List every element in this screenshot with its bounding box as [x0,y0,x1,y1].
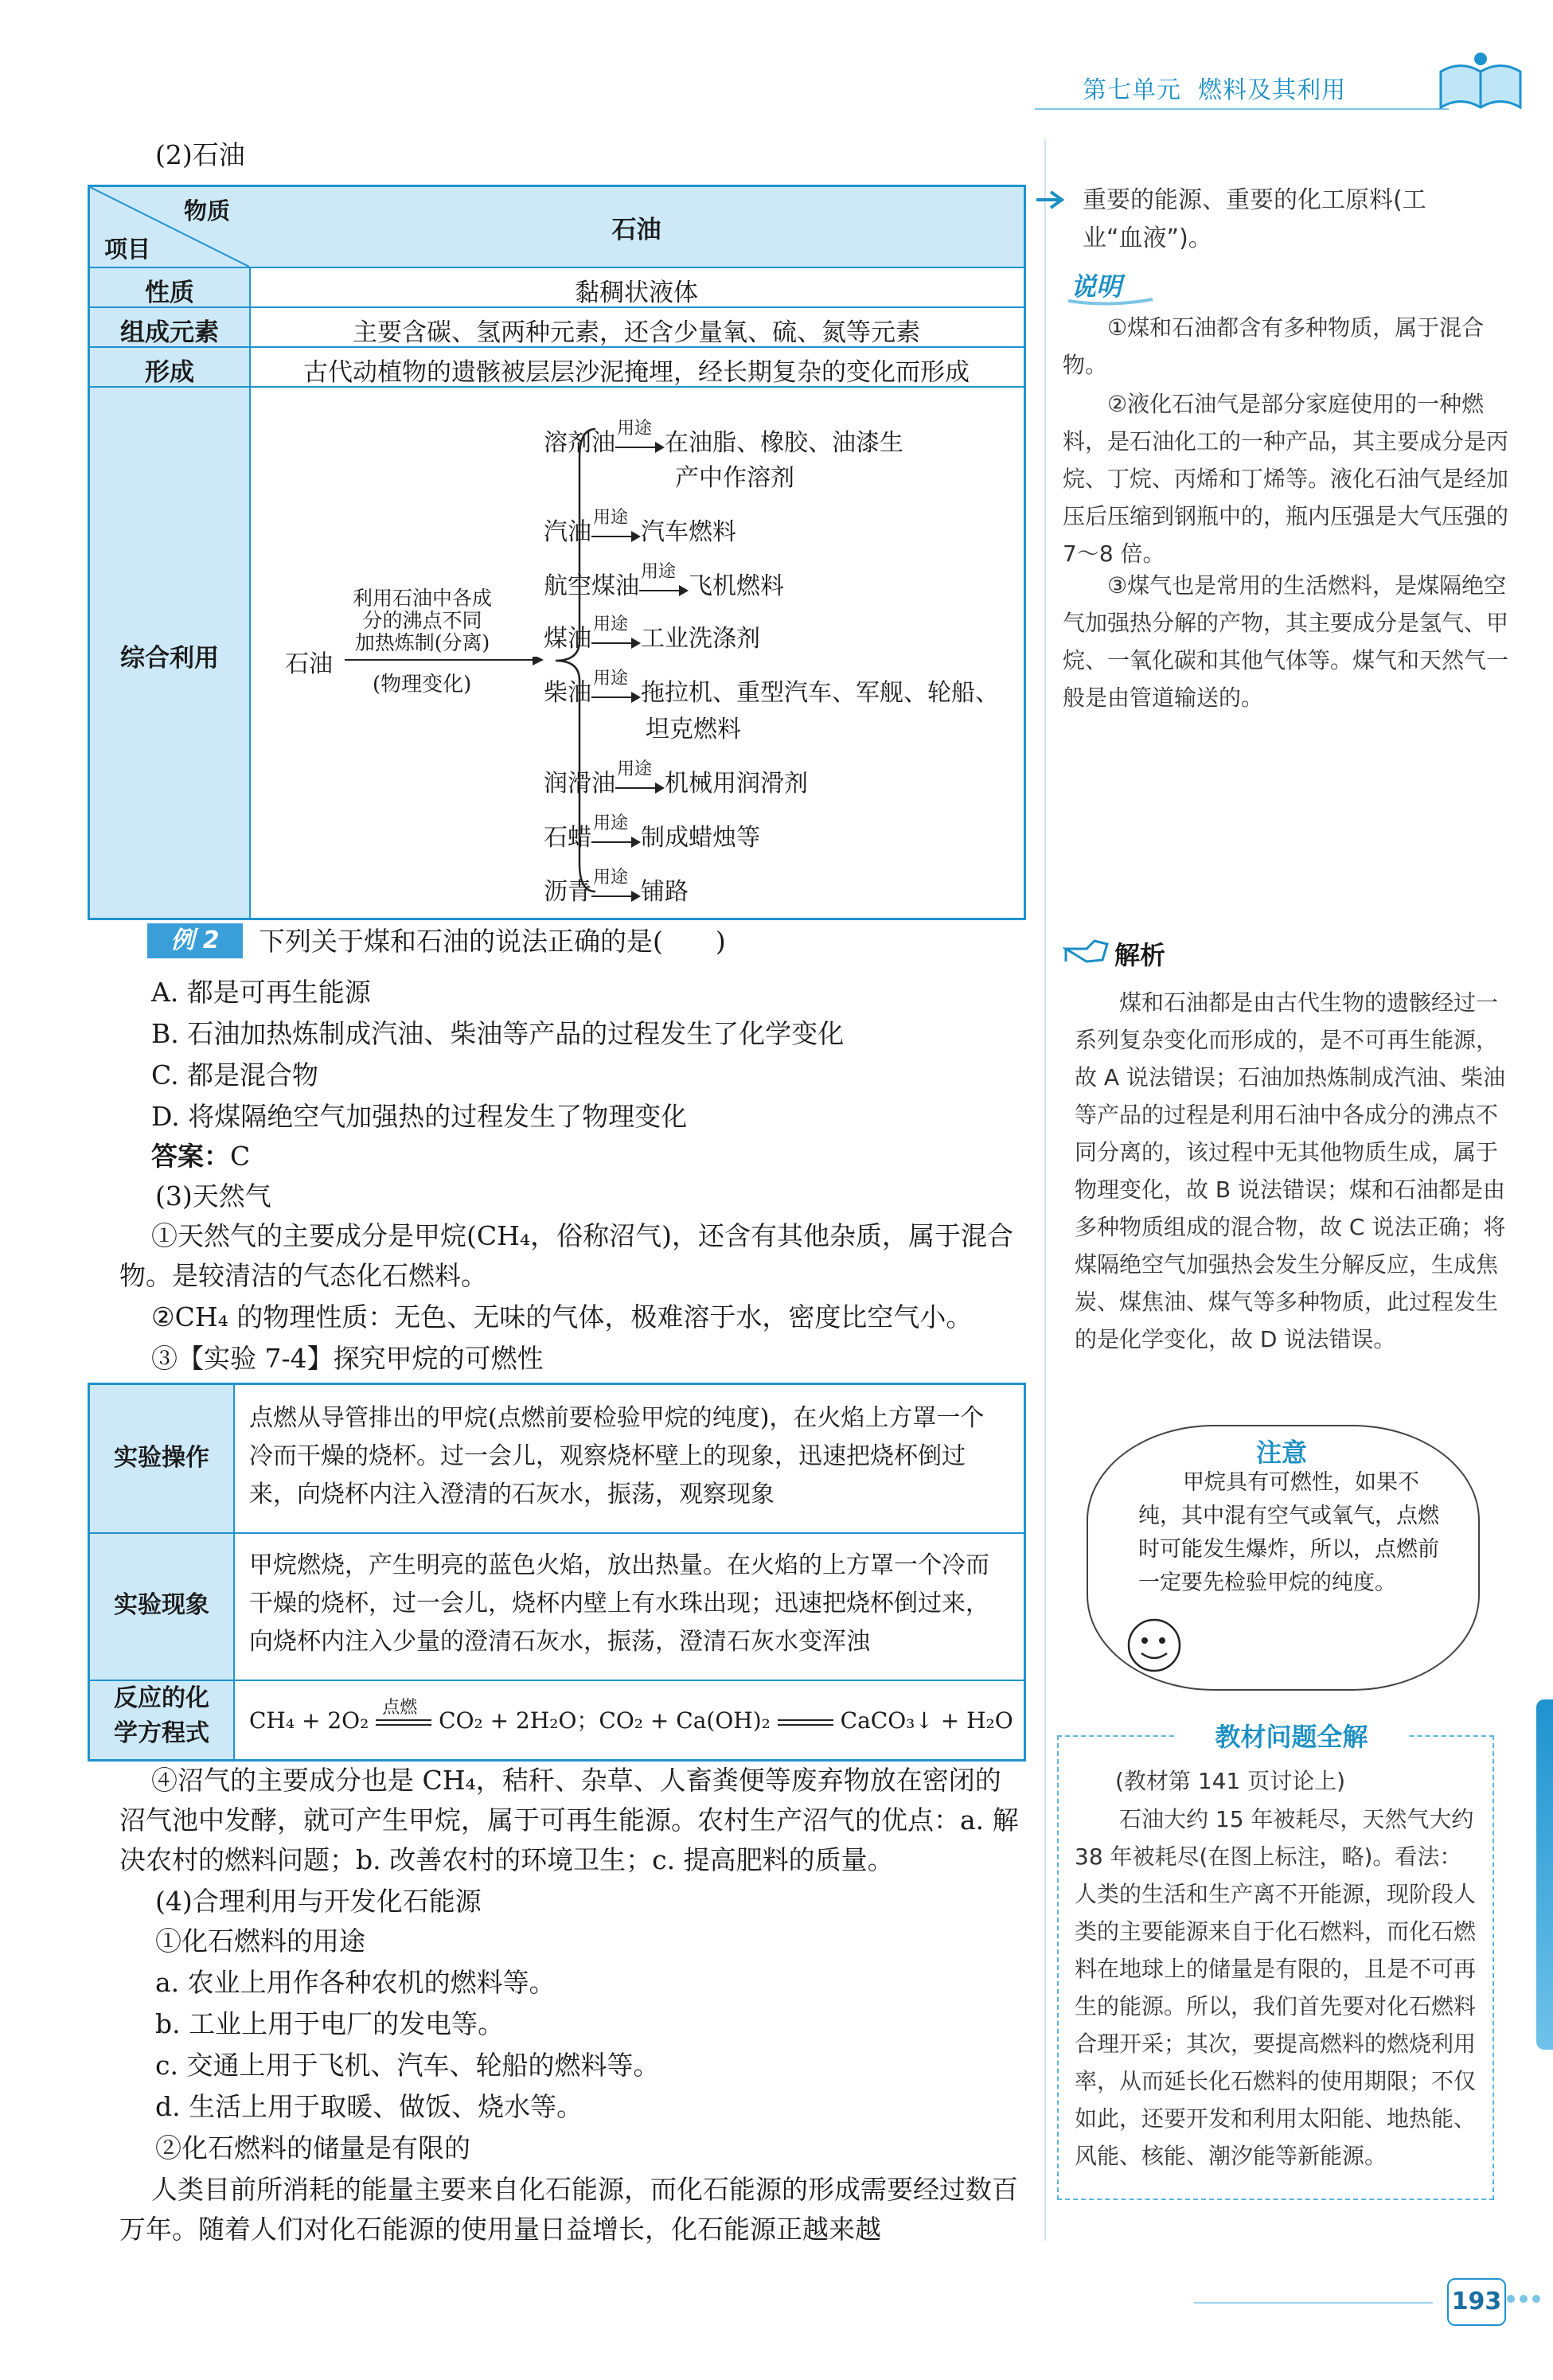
use-arrow: 用途 [639,575,689,599]
note-item: ①煤和石油都含有多种物质，属于混合物。 [1063,314,1485,378]
product-item: 柴油 用途 拖拉机、重型汽车、军舰、轮船、 [544,669,999,707]
row-label: 形成 [145,358,194,387]
product-item: 沥青 用途 铺路 [544,868,689,906]
petroleum-table [88,185,1026,920]
row-label: 综合利用 [120,644,219,673]
use-item: a. 农业上用作各种农机的燃料等。 [155,1967,556,1998]
final-paragraph: 人类目前所消耗的能量主要来自化石能源，而化石能源的形成需要经过数百万年。随着人们对化石能源的使用量日益增长，化石能源正越来越 [119,2174,1018,2245]
note-item: ②液化石油气是部分家庭使用的一种燃料，是石油化工的一种产品，其主要成分是丙烷、丁烷、丙烯和丁烯等。液化石油气是经加压后压缩到钢瓶中的，瓶内压强是大气压强的 7～8 倍。 [1063,391,1509,567]
product-item: 煤油 用途 工业洗涤剂 [544,615,760,653]
process-note: (物理变化) [373,673,472,696]
book-icon [1433,48,1528,119]
gas-paragraph-3: ③【实验 7-4】探究甲烷的可燃性 [151,1343,544,1374]
row-label: 实验操作 [114,1444,209,1472]
gas-paragraph-2: ②CH₄ 的物理性质：无色、无味的气体，极难溶于水，密度比空气小。 [151,1301,973,1332]
equals-sign [778,1715,833,1730]
continued-text: 重要的能源、重要的化工原料(工业“血液”)。 [1083,186,1426,252]
section-use: (4)合理利用与开发化石能源 [155,1886,482,1917]
row-label: 实验现象 [114,1591,209,1619]
product-item: 溶剂油 用途 在油脂、橡胶、油漆生 [544,419,903,457]
continue-arrow-icon [1035,188,1075,212]
corner-bottom-label: 项目 [104,236,151,263]
gas-paragraph-4: ④沼气的主要成分也是 CH₄，秸秆、杂草、人畜粪便等废弃物放在密闭的沼气池中发酵，就可产生甲烷，属于可再生能源。农村生产沼气的优点：a. 解决农村的燃料问题；b. 改善农村的环境卫生；c. 提高肥料的质量。 [119,1765,1019,1875]
textbook-reference: (教材第 141 页讨论上) [1115,1768,1346,1794]
chemical-equation: CH₄ + 2O₂ 点燃 CO₂ + 2H₂O；CO₂ + Ca(OH)₂ CaCO₃↓ + H₂O [249,1697,1013,1734]
option-c: C. 都是混合物 [151,1059,319,1091]
note-underline [1067,296,1154,306]
row-value: 黏稠状液体 [575,279,698,307]
tree-root: 石油 [285,650,333,678]
use-item: d. 生活上用于取暖、做饭、烧水等。 [155,2091,583,2122]
product-use-cont: 产中作溶剂 [675,464,794,492]
table-row [90,1385,1024,1534]
table-row [90,306,1024,348]
option-a: A. 都是可再生能源 [151,977,371,1008]
experiment-table [88,1383,1026,1762]
use-arrow: 用途 [591,827,641,851]
product-item: 航空煤油 用途 飞机燃料 [544,562,784,600]
textbook-answer-text: 石油大约 15 年被耗尽，天然气大约 38 年被耗尽(在图上标注，略)。看法：人类的生活和生产离不开能源，现阶段人类的主要能源来自于化石燃料，而化石燃料在地球上的储量是有限的，且是不可再生的能源。所以，我们首先要对化石燃料合理开采；其次，要提高燃料的燃烧利用率，从而延长化石燃料的使用期限；不仅如此，还要开发和利用太阳能、地热能、风能、核能、潮汐能等新能源。 [1075,1806,1477,2169]
product-item: 石蜡 用途 制成蜡烛等 [544,813,760,852]
process-label: 利用石油中各成 分的沸点不同 加热炼制(分离) [353,587,493,654]
note-item: ③煤气也是常用的生活燃料，是煤隔绝空气加强热分解的产物，其主要成分是氢气、甲烷、一氧化碳和其他气体等。煤气和天然气一般是由管道输送的。 [1063,572,1509,711]
column-header: 石油 [611,216,661,244]
analysis-title: 解析 [1114,940,1166,970]
section-petroleum: (2)石油 [155,139,245,170]
example-badge: 例 2 [147,923,243,958]
use-arrow: 用途 [591,881,641,905]
pointing-hand-icon [1063,930,1110,970]
example-question: 下列关于煤和石油的说法正确的是( ) [259,926,726,957]
product-use-cont: 坦克燃料 [646,716,741,743]
row-value: 古代动植物的遗骸被层层沙泥掩埋，经长期复杂的变化而形成 [303,358,970,387]
use-arrow: 用途 [591,682,641,706]
note-tag: 说明 [1071,271,1122,302]
use-item: ②化石燃料的储量是有限的 [155,2132,470,2163]
textbook-answer-title: 教材问题全解 [1174,1719,1409,1754]
use-arrow: 用途 [615,773,665,797]
use-arrow: 用途 [591,521,641,545]
smiley-face-icon [1122,1612,1186,1676]
product-item: 润滑油 用途 机械用润滑剂 [544,759,808,798]
table-row [90,1532,1024,1681]
column-divider [1044,139,1046,2241]
answer: 答案：C [151,1141,251,1172]
option-d: D. 将煤隔绝空气加强热的过程发生了物理变化 [151,1101,688,1132]
footer-dots [1507,2291,1545,2306]
table-header-row [90,187,1024,268]
chapter-side-tab [1536,1699,1553,2050]
header-rule [1035,108,1449,110]
table-row [90,267,1024,308]
section-gas: (3)天然气 [155,1180,271,1211]
product-item: 汽油 用途 汽车燃料 [544,508,736,546]
reaction-condition-sign: 点燃 [376,1715,431,1730]
row-text: 甲烷燃烧，产生明亮的蓝色火焰，放出热量。在火焰的上方罩一个冷而干燥的烧杯，过一会儿，烧杯内壁上有水珠出现；迅速把烧杯倒过来，向烧杯内注入少量的澄清石灰水，振荡，澄清石灰水变浑浊 [249,1551,989,1656]
row-text: 点燃从导管排出的甲烷(点燃前要检验甲烷的纯度)，在火焰上方罩一个冷而干燥的烧杯。过一会儿，观察烧杯壁上的现象，迅速把烧杯倒过来，向烧杯内注入澄清的石灰水，振荡，观察现象 [249,1404,985,1508]
caution-text: 甲烷具有可燃性，如果不纯，其中混有空气或氧气，点燃时可能发生爆炸，所以，点燃前一定要先检验甲烷的纯度。 [1138,1470,1439,1595]
use-arrow: 用途 [615,432,665,456]
row-label: 组成元素 [120,318,219,347]
use-arrow: 用途 [591,628,641,652]
gas-paragraph-1: ①天然气的主要成分是甲烷(CH₄，俗称沼气)，还含有其他杂质，属于混合物。是较清洁的气态化石燃料。 [119,1220,1014,1291]
use-item: c. 交通上用于飞机、汽车、轮船的燃料等。 [155,2050,660,2081]
analysis-text: 煤和石油都是由古代生物的遗骸经过一系列复杂变化而形成的，是不可再生能源，故 A 说法错误；石油加热炼制成汽油、柴油等产品的过程是利用石油中各成分的沸点不同分离的，该过程中无其他物质生成，属于物理变化，故 B 说法错误；煤和石油都是由多种物质组成的混合物，故 C 说法正确；将煤隔绝空气加强热会发生分解反应，生成焦炭、煤焦油、煤气等多种物质，此过程发生的是化学变化，故 D 说法错误。 [1075,989,1506,1352]
unit-header: 第七单元 燃料及其利用 [1083,76,1347,104]
corner-top-label: 物质 [184,197,231,224]
option-b: B. 石油加热炼制成汽油、柴油等产品的过程发生了化学变化 [151,1018,845,1049]
page-number: 193 [1447,2278,1506,2326]
row-label: 反应的化 学方程式 [114,1684,209,1747]
use-item: b. 工业上用于电厂的发电等。 [155,2008,505,2039]
row-label: 性质 [145,279,194,307]
table-row [90,346,1024,388]
row-value: 主要含碳、氢两种元素，还含少量氧、硫、氮等元素 [353,318,920,347]
footer-rule [1194,2302,1433,2304]
use-item: ①化石燃料的用途 [155,1925,365,1957]
caution-title: 注意 [1256,1438,1308,1468]
